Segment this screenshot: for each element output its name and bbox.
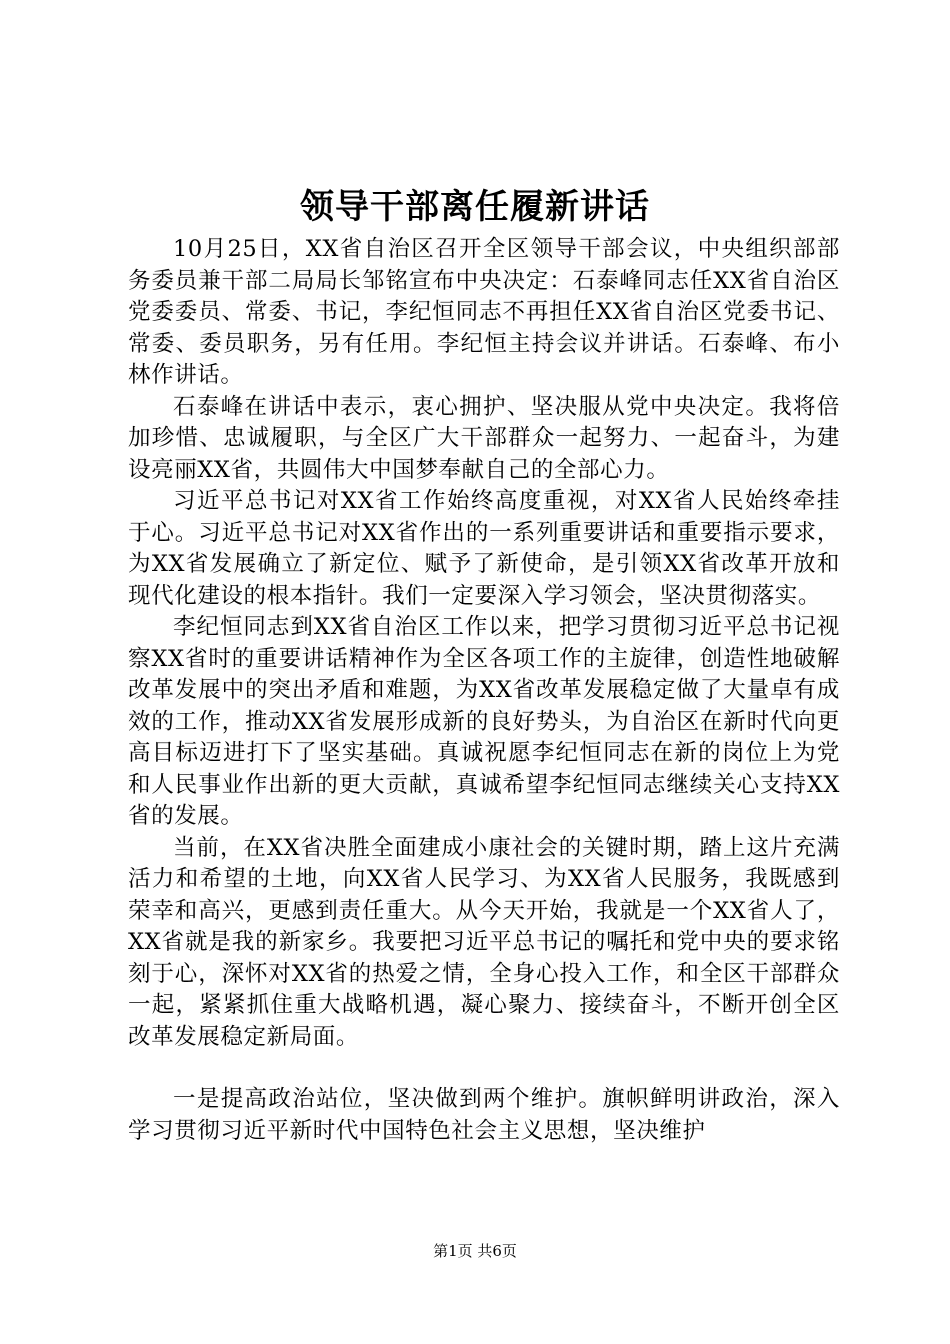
paragraph-spacer <box>128 1053 840 1084</box>
document-body <box>128 234 840 1147</box>
paragraph-3: 习近平总书记对XX省工作始终高度重视，对XX省人民始终牵挂于心。习近平总书记对XX省作出的一系列重要讲话和重要指示要求，为XX省发展确立了新定位、赋予了新使命，是引领XX省改革开放和现代化建设的根本指针。我们一定要深入学习领会，坚决贯彻落实。 <box>128 488 840 609</box>
paragraph-6: 一是提高政治站位，坚决做到两个维护。旗帜鲜明讲政治，深入学习贯彻习近平新时代中国特色社会主义思想，坚决维护 <box>128 1086 840 1144</box>
page-number-footer: 第1页 共6页 <box>433 1242 517 1260</box>
paragraph-4: 李纪恒同志到XX省自治区工作以来，把学习贯彻习近平总书记视察XX省时的重要讲话精神作为全区各项工作的主旋律，创造性地破解改革发展中的突出矛盾和难题，为XX省改革发展稳定做了大量卓有成效的工作，推动XX省发展形成新的良好势头，为自治区在新时代向更高目标迈进打下了坚实基础。真诚祝愿李纪恒同志在新的岗位上为党和人民事业作出新的更大贡献，真诚希望李纪恒同志继续关心支持XX省的发展。 <box>128 614 840 829</box>
paragraph-2: 石泰峰在讲话中表示，衷心拥护、坚决服从党中央决定。我将倍加珍惜、忠诚履职，与全区广大干部群众一起努力、一起奋斗，为建设亮丽XX省，共圆伟大中国梦奉献自己的全部心力。 <box>128 393 840 483</box>
document-title: 领导干部离任履新讲话 <box>300 187 650 227</box>
paragraph-1: 10月25日，XX省自治区召开全区领导干部会议，中央组织部部务委员兼干部二局局长邹铭宣布中央决定：石泰峰同志任XX省自治区党委委员、常委、书记，李纪恒同志不再担任XX省自治区党委书记、常委、委员职务，另有任用。李纪恒主持会议并讲话。石泰峰、布小林作讲话。 <box>128 236 840 388</box>
paragraph-5: 当前，在XX省决胜全面建成小康社会的关键时期，踏上这片充满活力和希望的土地，向XX省人民学习、为XX省人民服务，我既感到荣幸和高兴，更感到责任重大。从今天开始，我就是一个XX省人了，XX省就是我的新家乡。我要把习近平总书记的嘱托和党中央的要求铭刻于心，深怀对XX省的热爱之情，全身心投入工作，和全区干部群众一起，紧紧抓住重大战略机遇，凝心聚力、接续奋斗，不断开创全区改革发展稳定新局面。 <box>128 834 840 1050</box>
